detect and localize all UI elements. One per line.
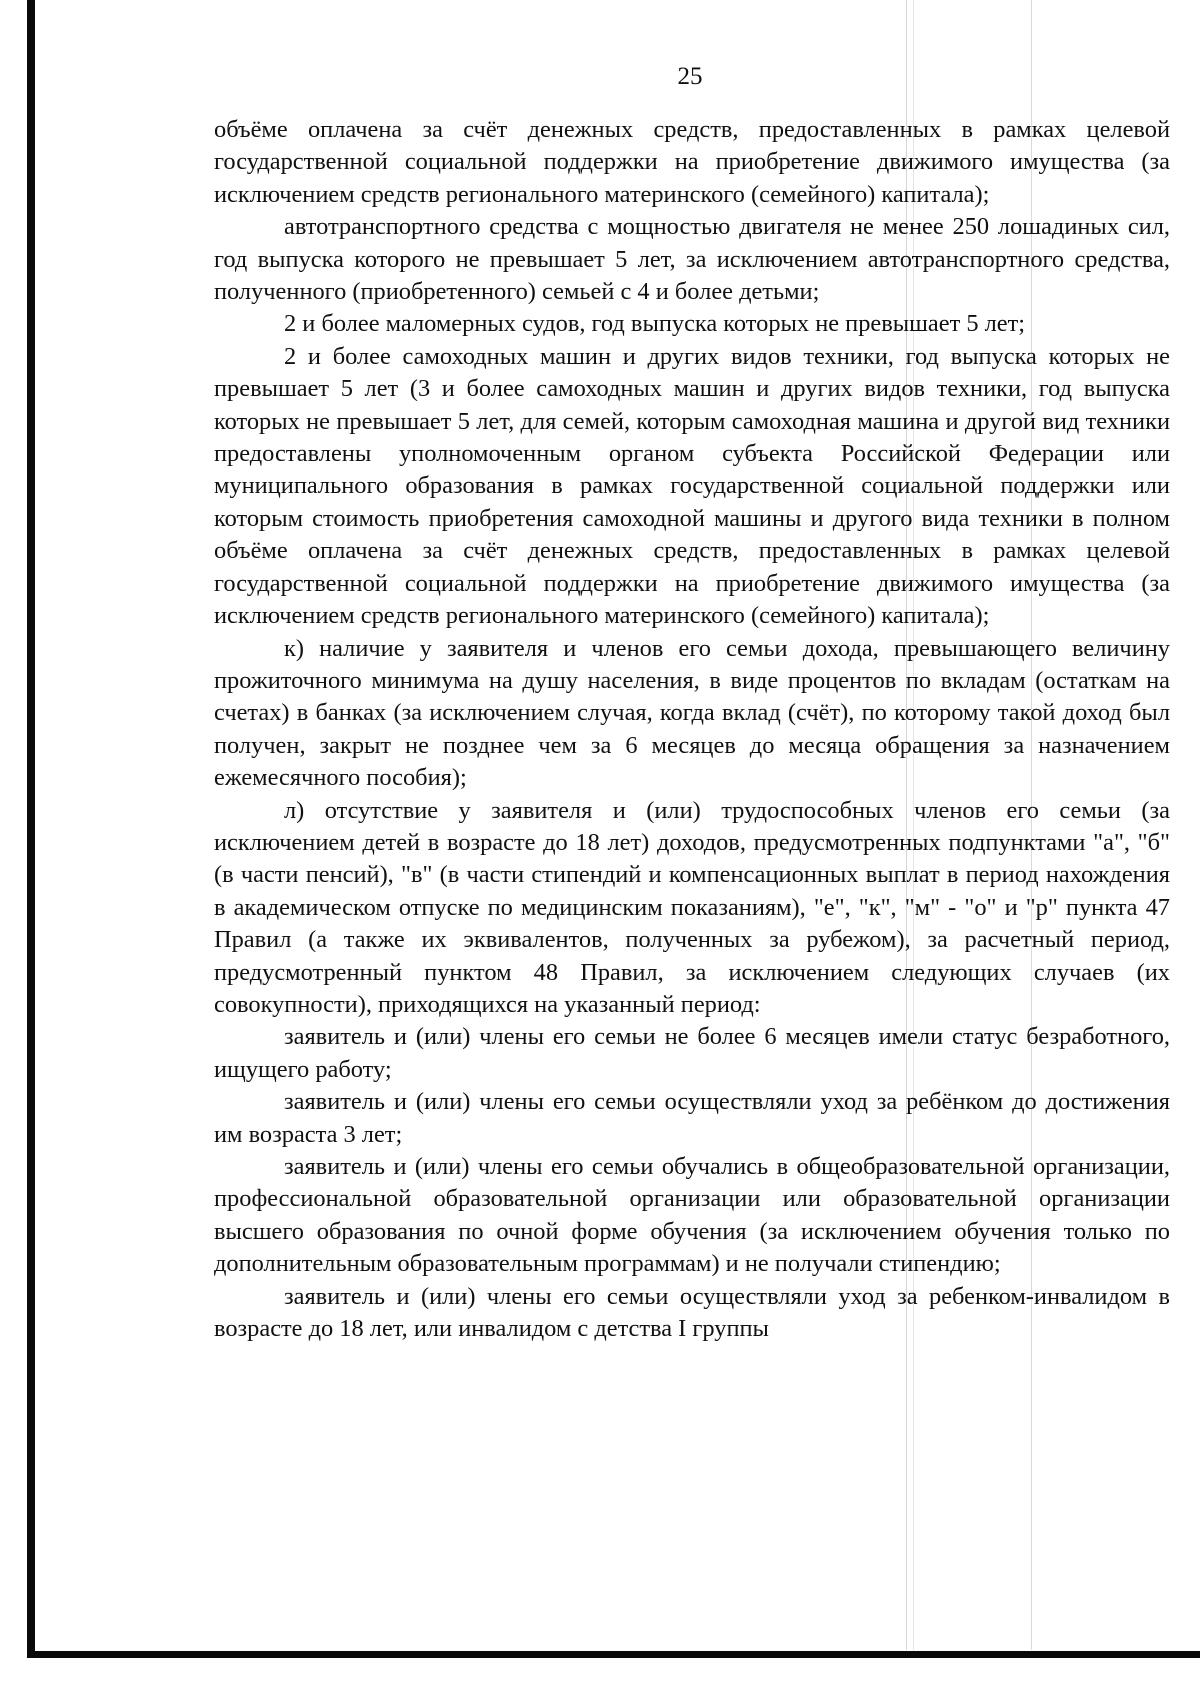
paragraph: 2 и более самоходных машин и других видов техники, год выпуска которых не превышает 5 лет (3 и более самоходных машин и других видов техники, год выпуска которых не превышает 5 лет, для семей, которым самоходная машина и другой вид техники предоставлены уполномоченным органом субъекта Российской Федерации или муниципального образования в рамках государственной социальной поддержки или которым стоимость приобретения самоходной машины и другого вида техники в полном объёме оплачена за счёт денежных средств, предоставленных в рамках целевой государственной социальной поддержки на приобретение движимого имущества (за исключением средств регионального материнского (семейного) капитала); xyxy=(214,342,1170,630)
page-number: 25 xyxy=(677,63,703,90)
paragraph: 2 и более маломерных судов, год выпуска которых не превышает 5 лет; xyxy=(284,310,1026,338)
paragraph: л) отсутствие у заявителя и (или) трудоспособных членов его семьи (за исключением детей в возрасте до 18 лет) доходов, предусмотренных подпунктами "а", "б" (в части пенсий), "в" (в части стипендий и компенсационных выплат в период нахождения в академическом отпуске по медицинским показаниям), "е", "к", "м" - "о" и "р" пункта 47 Правил (а также их эквивалентов, полученных за рубежом), за расчетный период, предусмотренный пунктом 48 Правил, за исключением следующих случаев (их совокупности), приходящихся на указанный период: xyxy=(214,796,1170,1018)
paragraph: к) наличие у заявителя и членов его семьи дохода, превышающего величину прожиточного минимума на душу населения, в виде процентов по вкладам (остаткам на счетах) в банках (за исключением случая, когда вклад (счёт), по которому такой доход был получен, закрыт не позднее чем за 6 месяцев до месяца обращения за назначением ежемесячного пособия); xyxy=(214,634,1170,792)
paragraph: заявитель и (или) члены его семьи не более 6 месяцев имели статус безработного, ищущего работу; xyxy=(214,1023,1170,1083)
paragraph: заявитель и (или) члены его семьи осуществляли уход за ребёнком до достижения им возраста 3 лет; xyxy=(214,1088,1170,1148)
scan-left-border xyxy=(27,0,35,1655)
paragraph: автотранспортного средства с мощностью двигателя не менее 250 лошадиных сил, год выпуска которого не превышает 5 лет, за исключением автотранспортного средства, полученного (приобретенного) семьей с 4 и более детьми; xyxy=(214,213,1170,306)
paragraph: заявитель и (или) члены его семьи обучались в общеобразовательной организации, профессиональной образовательной организации или образовательной организации высшего образования по очной форме обучения (за исключением обучения только по дополнительным образовательным программам) и не получали стипендию; xyxy=(214,1153,1170,1278)
paragraph: объёме оплачена за счёт денежных средств, предоставленных в рамках целевой государственной социальной поддержки на приобретение движимого имущества (за исключением средств регионального материнского (семейного) капитала); xyxy=(214,116,1170,208)
paragraph: заявитель и (или) члены его семьи осуществляли уход за ребенком-инвалидом в возрасте до 18 лет, или инвалидом с детства I группы xyxy=(214,1282,1170,1343)
document-body xyxy=(214,114,1170,1345)
scan-bottom-border xyxy=(27,1651,1200,1658)
